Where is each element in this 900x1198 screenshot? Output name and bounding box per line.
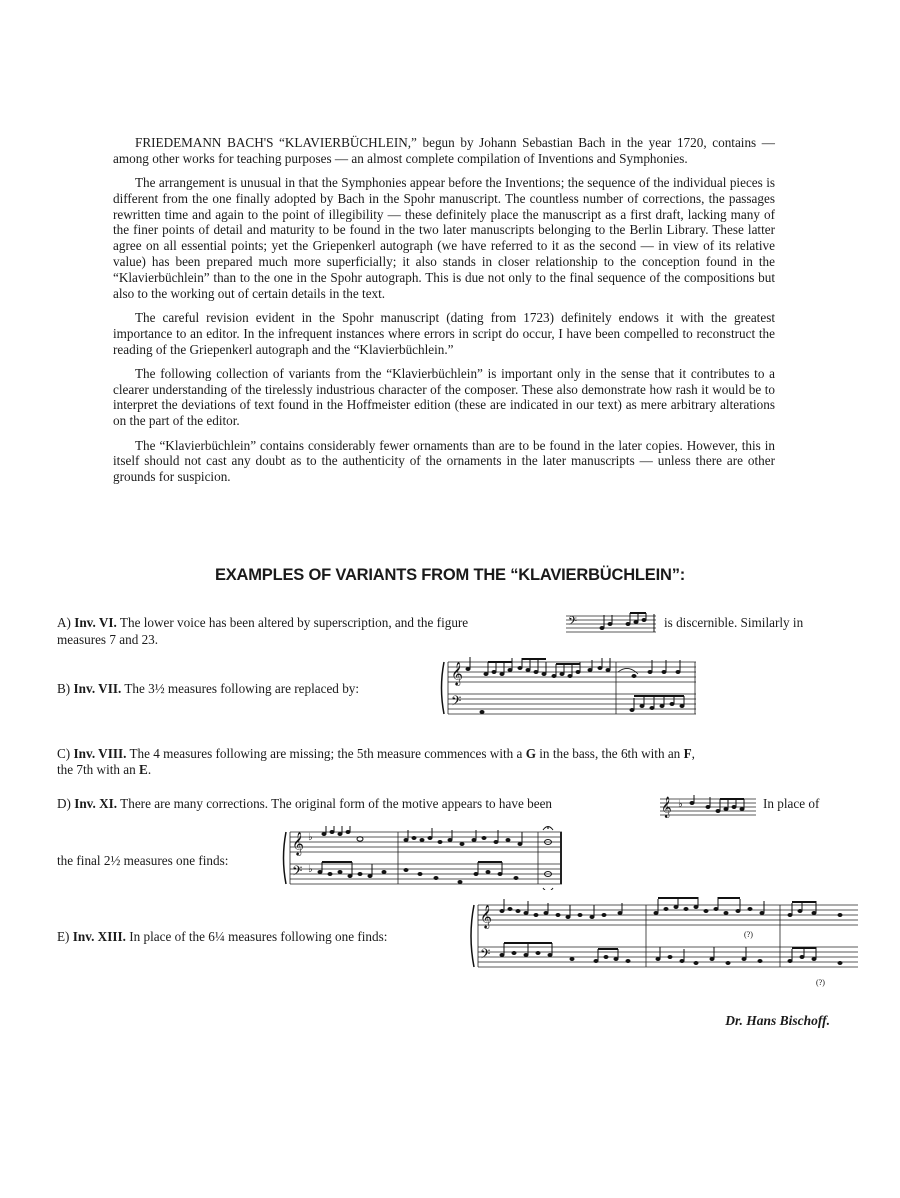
example-c-text5: . [147,762,152,777]
example-c-text3: , [691,746,695,761]
svg-text:♭: ♭ [308,864,313,875]
svg-text:𝄞: 𝄞 [661,797,672,818]
example-c-label: C) [57,746,71,761]
example-c-text4: the 7th with an [57,762,136,777]
example-e-text: In place of the 6¼ measures following one finds: [129,929,388,944]
example-e-mark-1: (?) [744,930,753,939]
example-d-line2 [57,853,228,869]
example-e-mark-2: (?) [816,978,825,987]
svg-text:♭: ♭ [308,832,313,843]
example-b [57,681,359,697]
example-e-label: E) [57,929,70,944]
example-c-f: F [683,746,692,761]
preface-text [113,135,775,493]
variants-heading: EXAMPLES OF VARIANTS FROM THE “KLAVIERBÜCHLEIN”: [214,566,686,584]
paragraph-3: The careful revision evident in the Spohr manuscript (dating from 1723) definitely endows it with the greatest importance to an editor. In the infrequent instances where errors in script do occur, I have been compelled to reconstruct the reading of the Griepenkerl autograph and the “Klavierbüchlein.” [113,309,775,357]
example-a-cont [664,615,803,631]
example-d-text2: In place of [763,796,820,811]
example-d-inv: Inv. XI. [74,796,118,811]
example-e-inv: Inv. XIII. [72,929,126,944]
example-b-notation [438,654,698,722]
example-a-notation [566,612,656,634]
svg-text:𝄢: 𝄢 [568,615,578,631]
svg-text:𝄞: 𝄞 [480,904,492,928]
example-a-label: A) [57,615,71,630]
example-c-g: G [525,746,536,761]
example-c-text1: The 4 measures following are missing; the 5th measure commences with a [129,746,523,761]
example-d-text1: There are many corrections. The original form of the motive appears to have been [120,796,553,811]
example-b-label: B) [57,681,71,696]
svg-text:𝄢: 𝄢 [292,863,303,882]
paragraph-4: The following collection of variants from the “Klavierbüchlein” is important only in the sense that it contributes to a clearer understanding of the tirelessly industrious character of the composer. These also demonstrate how rash it would be to interpret the deviations of text found in the Hoffmeister edition (these are indicated in our text) as mere arbitrary alterations on the part of the editor. [113,365,775,429]
paragraph-2: The arrangement is unusual in that the Symphonies appear before the Inventions; the sequence of the individual pieces is different from the one finally adopted by Bach in the Spohr manuscript. The countless number of corrections, the passages rewritten time and again to the point of illegibility — these definitely place the manuscript as a first draft, lacking many of the finer points of detail and maturity to be found in the two later manuscripts belonging to the Berlin Library. These latter agree on all essential points; yet the Griepenkerl autograph (we have referred to it as the second — in view of its relative value) has been prepared much more superficially; it also stands in closer relationship to the conception found in the “Klavierbüchlein” than to the one in the Spohr autograph. This is due not only to the final sequence of the compositions but also to the working out of certain details in the text. [113,175,775,301]
example-d-motive-notation [660,795,756,819]
svg-text:𝄞: 𝄞 [292,831,304,855]
svg-text:♭: ♭ [678,799,683,810]
example-c-e: E [139,762,148,777]
example-d-notation [280,826,565,890]
example-a-line2 [57,632,158,648]
paragraph-1: FRIEDEMANN BACH'S “KLAVIERBÜCHLEIN,” begun by Johann Sebastian Bach in the year 1720, contains — among other works for teaching purposes — an almost complete compilation of Inventions and Symphonies. [113,135,775,166]
example-a-inv: Inv. VI. [74,615,117,630]
example-b-text: The 3½ measures following are replaced by: [124,681,360,696]
example-a-text3: measures 7 and 23. [57,632,159,647]
example-e-notation [468,895,860,990]
example-d [57,796,552,812]
svg-text:𝄢: 𝄢 [451,693,462,712]
paragraph-5: The “Klavierbüchlein” contains considerably fewer ornaments than are to be found in the later copies. However, this in itself should not cast any doubt as to the authenticity of the ornaments in the later manuscripts — unless there are other grounds for suspicion. [113,437,775,485]
example-d-label: D) [57,796,71,811]
example-d-text3: the final 2½ measures one finds: [57,853,229,868]
signature: Dr. Hans Bischoff. [725,1013,830,1028]
example-e [57,929,387,945]
svg-text:𝄢: 𝄢 [480,946,491,965]
example-d-cont [763,796,819,812]
example-a-text1: The lower voice has been altered by superscription, and the figure [119,615,469,630]
example-a-text2: is discernible. Similarly in [664,615,804,630]
example-c-text2: in the bass, the 6th with an [539,746,681,761]
example-b-inv: Inv. VII. [73,681,122,696]
example-c-inv: Inv. VIII. [73,746,127,761]
example-c [57,746,857,778]
svg-text:𝄞: 𝄞 [451,661,463,685]
